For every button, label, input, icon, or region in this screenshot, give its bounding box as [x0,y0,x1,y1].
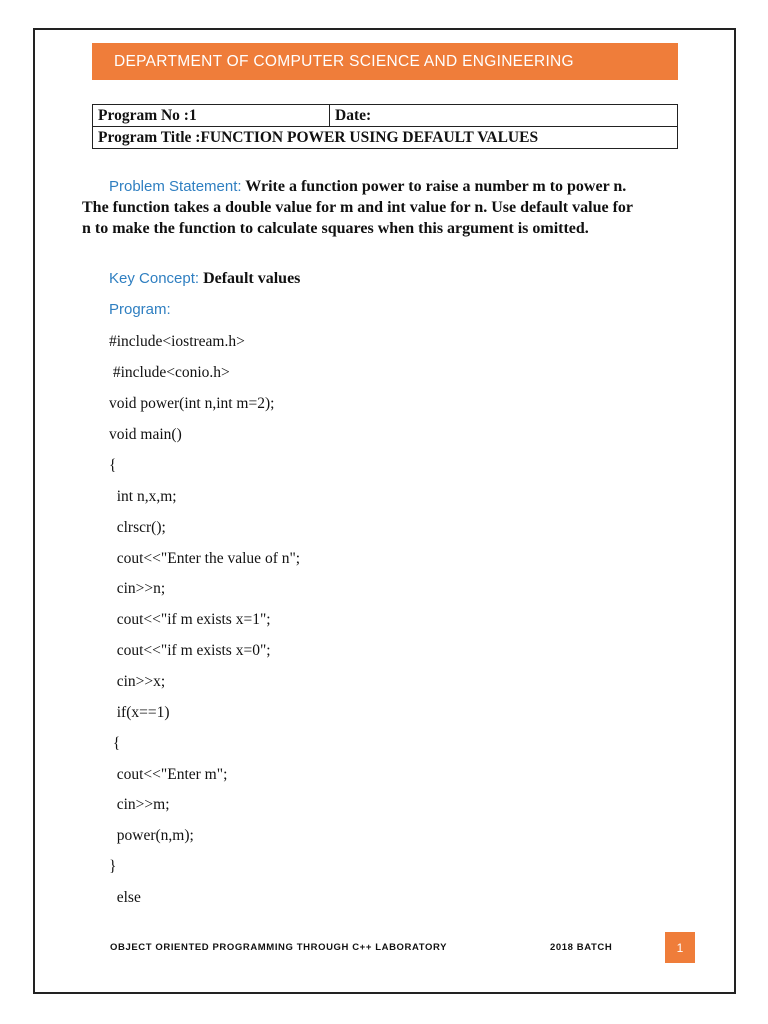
code-line: #include<conio.h> [109,364,230,381]
table-row [93,105,678,127]
page-border [33,28,736,994]
code-line: power(n,m); [109,827,194,844]
code-line: int n,x,m; [109,488,177,505]
footer-lab-name: OBJECT ORIENTED PROGRAMMING THROUGH C++ LABORATORY [110,942,448,953]
program-title-cell: Program Title :FUNCTION POWER USING DEFAULT VALUES [93,127,678,149]
code-line: void power(int n,int m=2); [109,395,275,412]
program-label: Program: [109,301,171,318]
table-row [93,127,678,149]
code-line: clrscr(); [109,519,166,536]
program-info-table [92,104,678,149]
problem-statement-text: Write a function power to raise a number m to power n. The function takes a double value for m and int value for n. Use default value for n to make the function to calculate squares when this argument is omitted. [82,178,633,237]
problem-statement [82,176,642,239]
code-line: cout<<"Enter the value of n"; [109,550,301,567]
problem-statement-label: Problem Statement: [109,178,242,195]
department-banner [92,43,678,80]
date-cell: Date: [330,105,678,127]
key-concept-label: Key Concept: [109,270,200,287]
page-number: 1 [676,940,684,955]
code-line: #include<iostream.h> [109,333,245,350]
code-line: else [109,889,141,906]
code-line: { [109,457,117,474]
program-no-cell: Program No :1 [93,105,330,127]
code-line: if(x==1) [109,704,170,721]
code-line: { [109,735,121,752]
code-line: } [109,858,117,875]
page-number-badge [665,932,695,963]
code-line: cout<<"if m exists x=0"; [109,642,271,659]
footer-batch: 2018 BATCH [550,942,613,953]
code-line: cin>>x; [109,673,166,690]
department-title: DEPARTMENT OF COMPUTER SCIENCE AND ENGINEERING [114,52,574,70]
key-concept-text: Default values [203,270,301,287]
code-line: cout<<"Enter m"; [109,766,228,783]
code-line: cin>>m; [109,796,170,813]
code-line: cin>>n; [109,580,166,597]
key-concept [109,270,300,288]
code-line: void main() [109,426,182,443]
code-line: cout<<"if m exists x=1"; [109,611,271,628]
